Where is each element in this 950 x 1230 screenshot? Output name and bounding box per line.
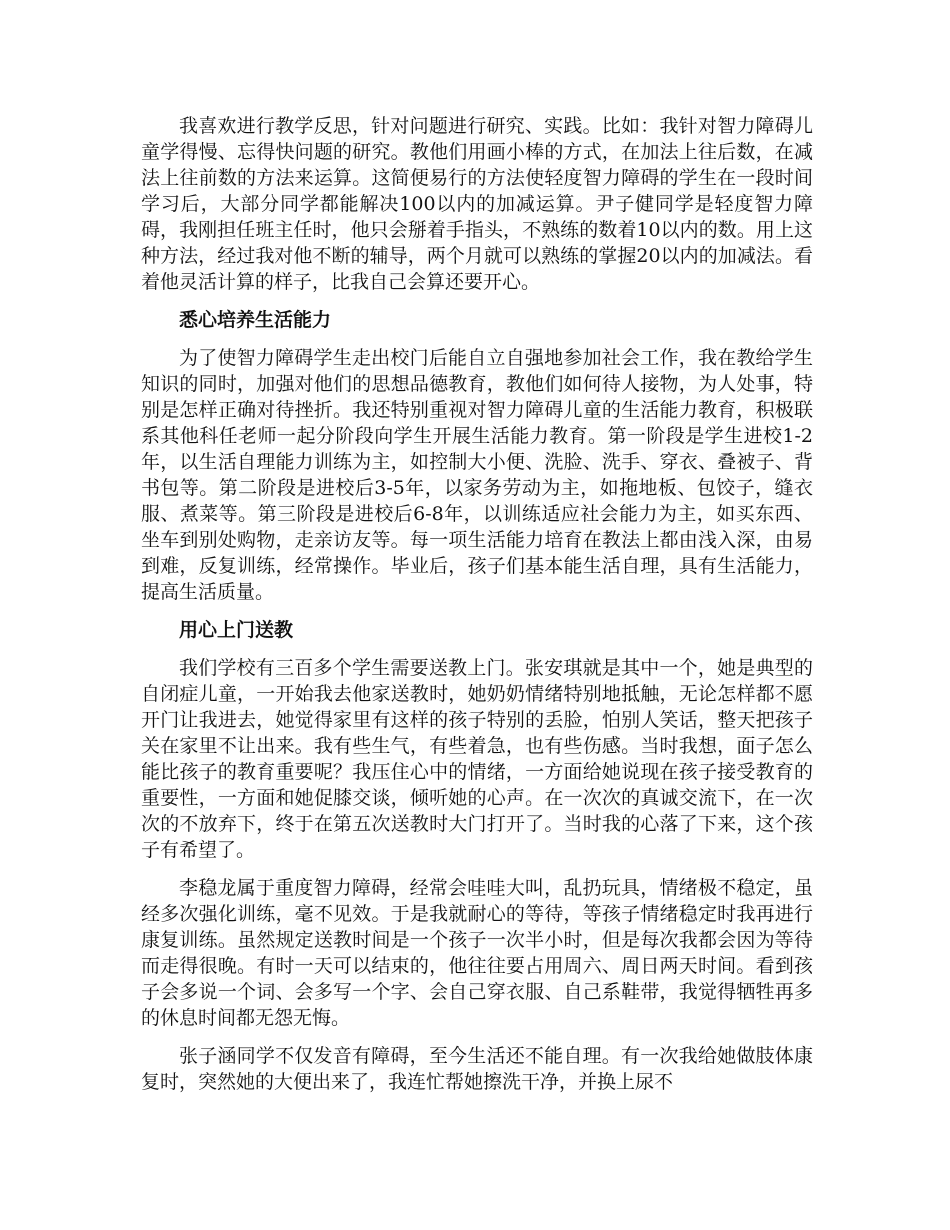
paragraph-teaching-reflection: 我喜欢进行教学反思，针对问题进行研究、实践。比如：我针对智力障碍儿童学得慢、忘得快问题的研究。教他们用画小棒的方式，在加法上往后数，在减法上往前数的方法来运算。这简便易行的方法使轻度智力障碍的学生在一段时间学习后，大部分同学都能解决100以内的加减运算。尹子健同学是轻度智力障碍，我刚担任班主任时，他只会掰着手指头，不熟练的数着10以内的数。用上这种方法，经过我对他不断的辅导，两个月就可以熟练的掌握20以内的加减法。看着他灵活计算的样子，比我自己会算还要开心。	[141, 115, 813, 293]
section-heading-home-teaching: 用心上门送教	[179, 619, 294, 641]
paragraph-li-wenlong: 李稳龙属于重度智力障碍，经常会哇哇大叫，乱扔玩具，情绪极不稳定，虽经多次强化训练，毫不见效。于是我就耐心的等待，等孩子情绪稳定时我再进行康复训练。虽然规定送教时间是一个孩子一次半小时，但是每次我都会因为等待而走得很晚。有时一天可以结束的，他往往要占用周六、周日两天时间。看到孩子会多说一个词、会多写一个字、会自己穿衣服、自己系鞋带，我觉得牺牲再多的休息时间都无怨无悔。	[141, 877, 813, 1029]
paragraph-zhang-zihan: 张子涵同学不仅发音有障碍，至今生活还不能自理。有一次我给她做肢体康复时，突然她的大便出来了，我连忙帮她擦洗干净，并换上尿不	[141, 1045, 813, 1093]
paragraph-life-skills: 为了使智力障碍学生走出校门后能自立自强地参加社会工作，我在教给学生知识的同时，加强对他们的思想品德教育，教他们如何待人接物，为人处事，特别是怎样正确对待挫折。我还特别重视对智力障碍儿童的生活能力教育，积极联系其他科任老师一起分阶段向学生开展生活能力教育。第一阶段是学生进校1-2年，以生活自理能力训练为主，如控制大小便、洗脸、洗手、穿衣、叠被子、背书包等。第二阶段是进校后3-5年，以家务劳动为主，如拖地板、包饺子，缝衣服、煮菜等。第三阶段是进校后6-8年，以训练适应社会能力为主，如买东西、坐车到别处购物，走亲访友等。每一项生活能力培育在教法上都由浅入深，由易到难，反复训练，经常操作。毕业后，孩子们基本能生活自理，具有生活能力，提高生活质量。	[141, 347, 813, 603]
document-page	[141, 113, 813, 1107]
section-heading-life-skills: 悉心培养生活能力	[179, 309, 332, 331]
paragraph-zhang-anqi: 我们学校有三百多个学生需要送教上门。张安琪就是其中一个，她是典型的自闭症儿童，一开始我去他家送教时，她奶奶情绪特别地抵触，无论怎样都不愿开门让我进去，她觉得家里有这样的孩子特别的丢脸，怕别人笑话，整天把孩子关在家里不让出来。我有些生气，有些着急，也有些伤感。当时我想，面子怎么能比孩子的教育重要呢？我压住心中的情绪，一方面给她说现在孩子接受教育的重要性，一方面和她促膝交谈，倾听她的心声。在一次次的真诚交流下，在一次次的不放弃下，终于在第五次送教时大门打开了。当时我的心落了下来，这个孩子有希望了。	[141, 657, 813, 861]
